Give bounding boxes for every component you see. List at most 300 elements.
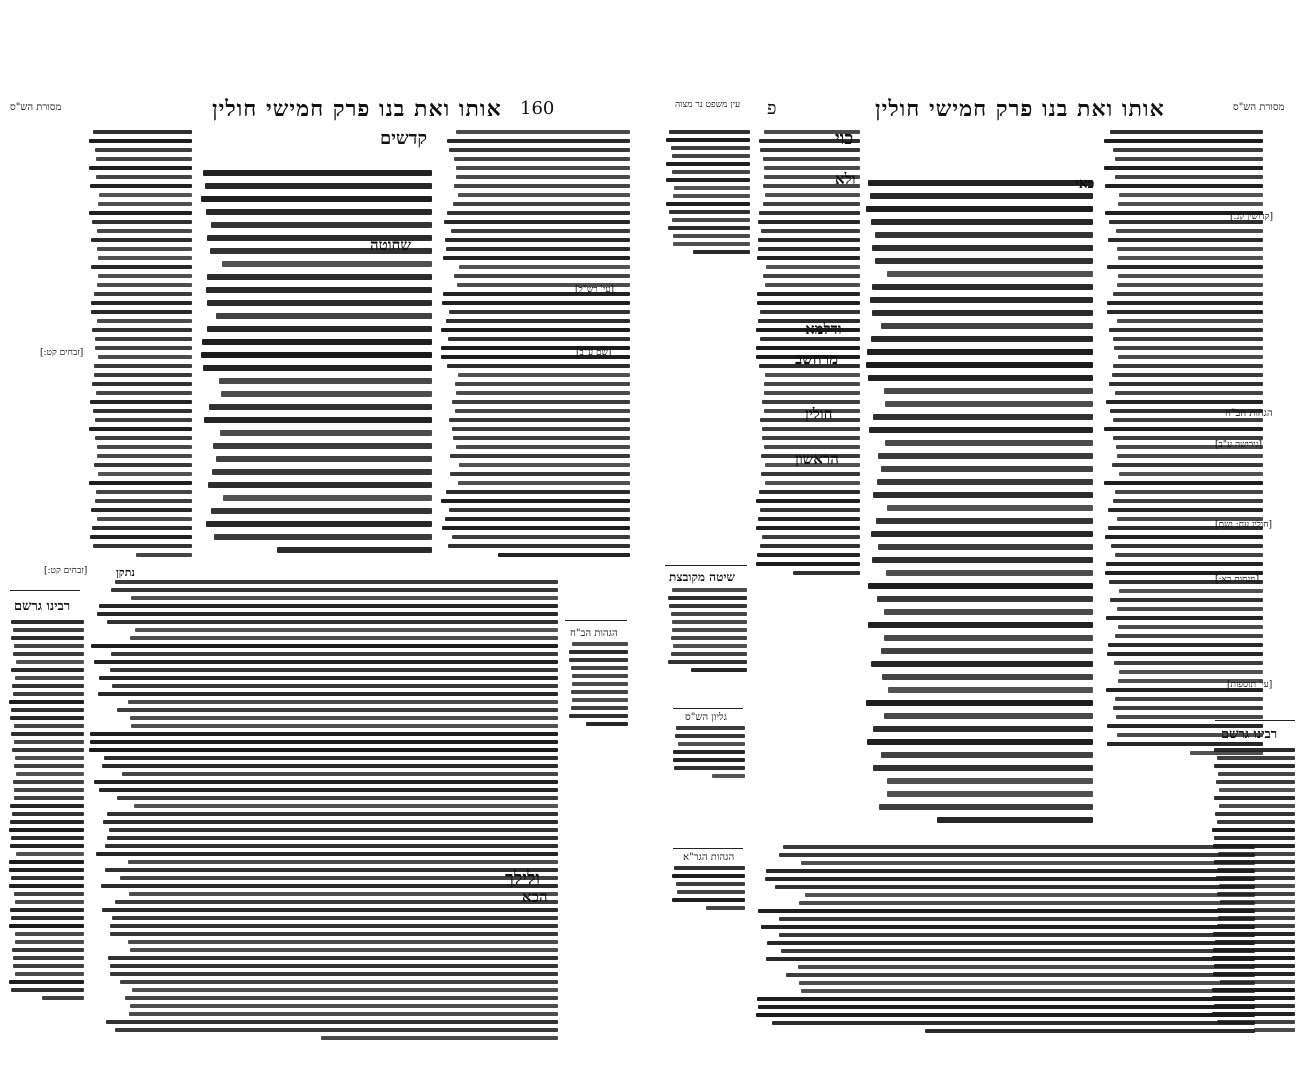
text-line	[117, 796, 558, 800]
text-line	[669, 130, 750, 134]
text-line	[107, 620, 558, 624]
text-line	[14, 740, 84, 744]
text-line	[675, 734, 745, 738]
text-line	[91, 508, 192, 512]
text-line	[91, 238, 192, 242]
text-line	[1110, 598, 1263, 602]
text-line	[94, 463, 192, 467]
text-line	[765, 481, 860, 485]
text-line	[1117, 607, 1263, 611]
text-line	[866, 362, 1093, 368]
text-line	[130, 948, 558, 952]
text-line	[759, 490, 860, 494]
right-mesoret-label: מסורת הש"ס	[1233, 102, 1285, 113]
text-line	[98, 692, 558, 696]
text-line	[1104, 166, 1263, 170]
text-line	[110, 668, 558, 672]
text-line	[105, 868, 558, 872]
text-line	[1214, 860, 1295, 864]
text-line	[95, 418, 192, 422]
text-line	[94, 780, 558, 784]
text-line	[1220, 900, 1295, 904]
gra-gloss-heading: הגהות הגר"א	[683, 852, 735, 863]
text-line	[130, 716, 558, 720]
text-line	[97, 283, 192, 287]
text-line	[97, 445, 192, 449]
text-line	[94, 660, 558, 664]
text-line	[16, 852, 84, 856]
text-line	[1118, 355, 1263, 359]
ein-mishpat-column	[665, 130, 750, 260]
text-line	[94, 364, 192, 368]
text-line	[95, 436, 192, 440]
text-line	[1219, 788, 1295, 792]
text-line	[572, 682, 628, 686]
margin-ref: [מנחות כא:]	[1215, 575, 1260, 585]
text-line	[672, 588, 747, 592]
text-line	[204, 417, 432, 423]
text-line	[201, 352, 432, 358]
text-line	[765, 193, 860, 197]
text-line	[94, 373, 192, 377]
text-line	[442, 301, 630, 305]
text-line	[884, 388, 1093, 394]
text-line	[99, 193, 192, 197]
text-line	[673, 644, 747, 648]
text-line	[881, 648, 1093, 654]
text-line	[676, 882, 745, 886]
text-line	[672, 898, 745, 902]
text-line	[444, 220, 630, 224]
text-line	[101, 884, 558, 888]
text-line	[572, 642, 628, 646]
text-line	[925, 1029, 1255, 1033]
text-line	[456, 166, 630, 170]
text-line	[1107, 310, 1263, 314]
text-line	[1115, 391, 1263, 395]
text-line	[128, 860, 558, 864]
text-line	[765, 283, 860, 287]
text-line	[110, 932, 558, 936]
text-line	[1113, 148, 1263, 152]
text-line	[115, 1028, 558, 1032]
text-line	[666, 162, 750, 166]
text-line	[671, 146, 750, 150]
text-line	[1218, 772, 1295, 776]
divider-rule	[665, 565, 747, 566]
text-line	[90, 732, 558, 736]
text-line	[98, 274, 192, 278]
text-line	[586, 722, 628, 726]
text-line	[446, 319, 630, 323]
text-line	[92, 526, 192, 530]
text-line	[882, 674, 1093, 680]
text-line	[671, 652, 747, 656]
text-line	[760, 310, 860, 314]
text-line	[131, 724, 558, 728]
text-line	[443, 256, 630, 260]
text-line	[937, 817, 1093, 823]
keyword-kodashim: קדשים	[380, 128, 427, 149]
text-line	[93, 544, 192, 548]
text-line	[221, 391, 432, 397]
text-line	[15, 940, 84, 944]
text-line	[757, 292, 860, 296]
text-line	[758, 517, 860, 521]
text-line	[779, 933, 1255, 937]
text-line	[136, 553, 192, 557]
text-line	[1106, 616, 1263, 620]
margin-ref: [שם ע"ב]	[576, 348, 612, 358]
keyword-vedilma: ודלמא	[805, 320, 842, 338]
text-line	[1212, 988, 1295, 992]
text-line	[761, 472, 860, 476]
text-line	[209, 404, 432, 410]
text-line	[442, 526, 630, 530]
text-line	[674, 766, 745, 770]
text-line	[1217, 756, 1295, 760]
text-line	[129, 1012, 558, 1016]
text-line	[758, 220, 860, 224]
text-line	[762, 400, 860, 404]
text-line	[120, 876, 558, 880]
text-line	[760, 544, 860, 548]
ein-mishpat-label: עין משפט נר מצוה	[675, 100, 741, 110]
text-line	[756, 562, 860, 566]
text-line	[321, 1036, 558, 1040]
keyword-chulin: חולין	[805, 405, 833, 423]
text-line	[120, 980, 558, 984]
text-line	[1119, 589, 1263, 593]
text-line	[11, 916, 84, 920]
text-line	[11, 836, 84, 840]
text-line	[1113, 364, 1263, 368]
text-line	[668, 660, 747, 664]
text-line	[762, 436, 860, 440]
text-line	[102, 764, 558, 768]
text-line	[15, 972, 84, 976]
rabbeinu-gershom-heading: רבינו גרשם	[14, 599, 71, 614]
text-line	[456, 391, 630, 395]
rabbeinu-gershom-column	[8, 620, 84, 1010]
text-line	[1217, 892, 1295, 896]
text-line	[878, 453, 1093, 459]
text-line	[9, 700, 84, 704]
text-line	[1115, 175, 1263, 179]
text-line	[453, 202, 630, 206]
text-line	[765, 373, 860, 377]
text-line	[888, 687, 1093, 693]
text-line	[1113, 499, 1263, 503]
text-line	[99, 604, 558, 608]
text-line	[203, 170, 432, 176]
text-line	[868, 622, 1093, 628]
bottom-commentary	[755, 845, 1255, 1040]
margin-ref: [קדושין קנ.]	[1230, 212, 1273, 222]
text-line	[453, 436, 630, 440]
text-line	[875, 232, 1093, 238]
text-line	[110, 972, 558, 976]
text-line	[447, 364, 630, 368]
text-line	[672, 154, 750, 158]
text-line	[455, 409, 630, 413]
text-line	[766, 957, 1255, 961]
text-line	[885, 401, 1093, 407]
text-line	[868, 180, 1093, 186]
text-line	[868, 375, 1093, 381]
text-line	[1212, 996, 1295, 1000]
text-line	[760, 508, 860, 512]
text-line	[89, 748, 558, 752]
text-line	[129, 892, 558, 896]
text-line	[1217, 868, 1295, 872]
text-line	[1112, 373, 1263, 377]
text-line	[102, 908, 558, 912]
text-line	[1216, 780, 1295, 784]
text-line	[1115, 553, 1263, 557]
text-line	[1113, 706, 1263, 710]
text-line	[211, 508, 432, 514]
text-line	[10, 844, 84, 848]
text-line	[1115, 697, 1263, 701]
text-line	[1114, 661, 1263, 665]
text-line	[872, 284, 1093, 290]
text-line	[1115, 490, 1263, 494]
text-line	[97, 612, 558, 616]
text-line	[205, 183, 432, 189]
text-line	[759, 211, 860, 215]
text-line	[672, 874, 745, 878]
text-line	[867, 349, 1093, 355]
text-line	[677, 890, 745, 894]
text-line	[1116, 229, 1263, 233]
text-line	[763, 274, 860, 278]
text-line	[1118, 256, 1263, 260]
text-line	[456, 175, 630, 179]
text-line	[673, 750, 745, 754]
text-line	[110, 924, 558, 928]
text-line	[12, 748, 84, 752]
text-line	[1219, 884, 1295, 888]
text-line	[459, 265, 630, 269]
text-line	[89, 211, 192, 215]
text-line	[10, 804, 84, 808]
text-line	[887, 791, 1093, 797]
text-line	[871, 219, 1093, 225]
text-line	[96, 852, 558, 856]
text-line	[449, 418, 630, 422]
text-line	[90, 184, 192, 188]
text-line	[206, 209, 432, 215]
text-line	[14, 796, 84, 800]
left-page-header	[0, 96, 640, 126]
text-line	[212, 469, 432, 475]
text-line	[122, 772, 558, 776]
text-line	[1107, 265, 1263, 269]
text-line	[459, 463, 630, 467]
text-line	[1115, 634, 1263, 638]
text-line	[219, 378, 432, 384]
text-line	[97, 247, 192, 251]
text-line	[669, 604, 747, 608]
text-line	[97, 319, 192, 323]
text-line	[761, 229, 860, 233]
tosafot-commentary-column	[88, 130, 192, 570]
text-line	[445, 517, 630, 521]
text-line	[1212, 956, 1295, 960]
text-line	[14, 764, 84, 768]
text-line	[758, 909, 1255, 913]
text-line	[1118, 202, 1263, 206]
text-line	[15, 756, 84, 760]
text-line	[756, 526, 860, 530]
text-line	[798, 965, 1255, 969]
text-line	[93, 130, 192, 134]
text-line	[772, 1021, 1255, 1025]
text-line	[99, 788, 558, 792]
text-line	[1106, 400, 1263, 404]
text-line	[10, 820, 84, 824]
text-line	[870, 297, 1093, 303]
text-line	[871, 336, 1093, 342]
text-line	[674, 866, 745, 870]
keyword-velo: ולא	[835, 170, 856, 188]
gemara-main-text	[865, 180, 1093, 840]
text-line	[108, 956, 558, 960]
sub-heading: נתקן	[116, 566, 135, 579]
text-line	[11, 636, 84, 640]
text-line	[103, 820, 558, 824]
text-line	[762, 535, 860, 539]
text-line	[674, 186, 750, 190]
text-line	[450, 454, 630, 458]
text-line	[676, 726, 745, 730]
text-line	[1107, 652, 1263, 656]
text-line	[107, 836, 558, 840]
text-line	[801, 861, 1255, 865]
text-line	[104, 756, 558, 760]
text-line	[109, 828, 558, 832]
text-line	[779, 853, 1255, 857]
text-line	[14, 724, 84, 728]
text-line	[90, 400, 192, 404]
text-line	[571, 706, 628, 710]
text-line	[89, 166, 192, 170]
text-line	[98, 472, 192, 476]
text-line	[775, 885, 1255, 889]
text-line	[765, 877, 1255, 881]
text-line	[672, 620, 747, 624]
rabbeinu-gershom-column	[1211, 748, 1295, 1038]
text-line	[757, 256, 860, 260]
text-line	[13, 652, 84, 656]
text-line	[452, 427, 630, 431]
text-line	[1115, 157, 1263, 161]
text-line	[1213, 844, 1295, 848]
text-line	[207, 300, 432, 306]
text-line	[869, 427, 1093, 433]
right-page-header	[655, 96, 1300, 126]
text-line	[873, 726, 1093, 732]
divider-rule	[673, 848, 743, 849]
text-line	[1119, 472, 1263, 476]
text-line	[91, 265, 192, 269]
text-line	[1217, 908, 1295, 912]
text-line	[877, 479, 1093, 485]
gloss-notes	[566, 642, 628, 732]
text-line	[672, 170, 750, 174]
text-line	[115, 900, 558, 904]
text-line	[11, 732, 84, 736]
text-line	[783, 845, 1255, 849]
text-line	[1213, 948, 1295, 952]
text-line	[884, 635, 1093, 641]
text-line	[1214, 764, 1295, 768]
text-line	[105, 844, 558, 848]
text-line	[756, 1013, 1255, 1017]
text-line	[455, 382, 630, 386]
text-line	[1113, 292, 1263, 296]
text-line	[207, 326, 432, 332]
text-line	[666, 202, 750, 206]
text-line	[449, 508, 630, 512]
text-line	[870, 193, 1093, 199]
text-line	[668, 226, 750, 230]
text-line	[1117, 454, 1263, 458]
text-line	[1214, 748, 1295, 752]
text-line	[115, 580, 558, 584]
text-line	[887, 778, 1093, 784]
keyword-kui: כוי	[835, 128, 854, 149]
text-line	[446, 490, 630, 494]
margin-ref: [זבחים קט:]	[40, 348, 84, 358]
text-line	[216, 313, 432, 319]
text-line	[569, 658, 628, 662]
text-line	[96, 490, 192, 494]
text-line	[673, 194, 750, 198]
text-line	[1212, 828, 1295, 832]
margin-ref: [עי' תוספות]	[1227, 680, 1273, 690]
text-line	[445, 238, 630, 242]
text-line	[98, 256, 192, 260]
text-line	[441, 328, 630, 332]
right-folio: פ	[767, 98, 777, 119]
text-line	[131, 596, 558, 600]
text-line	[14, 892, 84, 896]
text-line	[448, 337, 630, 341]
text-line	[98, 355, 192, 359]
left-page	[0, 0, 640, 1090]
text-line	[1212, 1012, 1295, 1016]
text-line	[569, 650, 628, 654]
text-line	[1118, 274, 1263, 278]
text-line	[671, 636, 747, 640]
text-line	[572, 674, 628, 678]
text-line	[42, 996, 84, 1000]
text-line	[1118, 625, 1263, 629]
left-folio: 160	[520, 98, 555, 119]
text-line	[669, 210, 750, 214]
text-line	[207, 274, 432, 280]
text-line	[1104, 427, 1263, 431]
text-line	[456, 130, 630, 134]
text-line	[112, 916, 558, 920]
keyword-haca: הכא	[522, 888, 548, 906]
text-line	[211, 222, 432, 228]
text-line	[12, 684, 84, 688]
text-line	[214, 534, 432, 540]
text-line	[95, 337, 192, 341]
